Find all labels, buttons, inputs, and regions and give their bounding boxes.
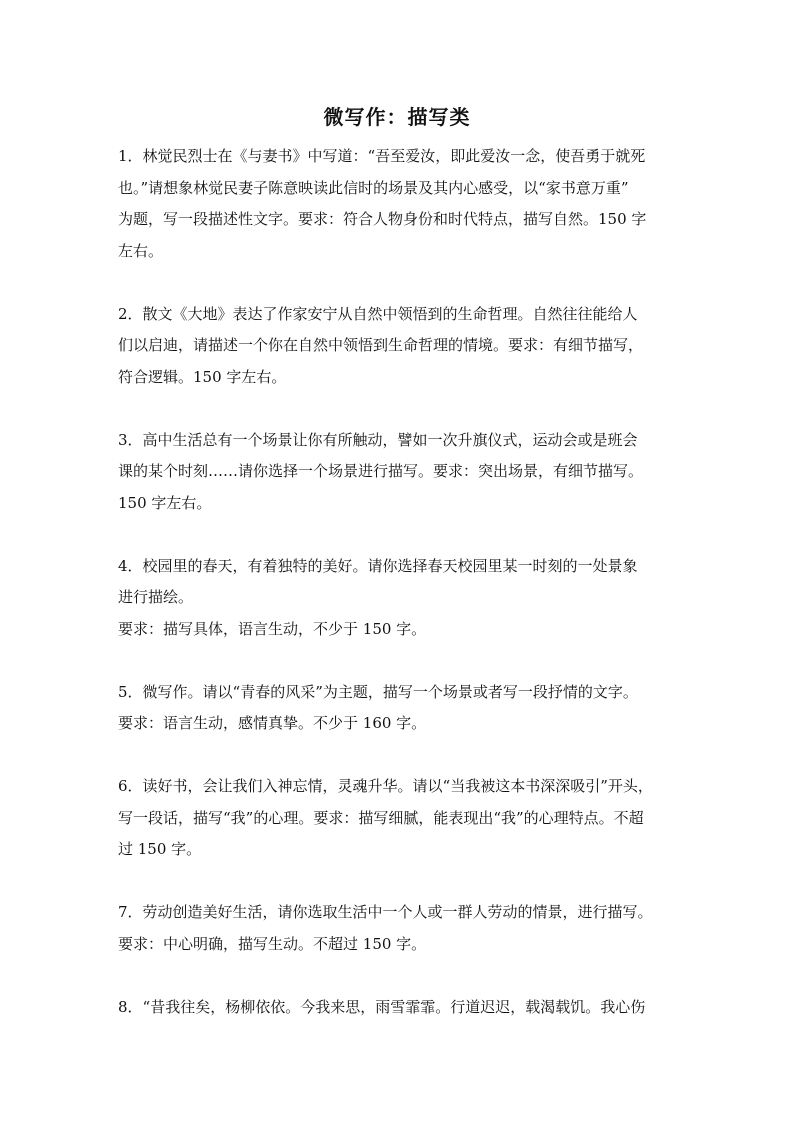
question-text-line: 课的某个时刻……请你选择一个场景进行描写。要求：突出场景，有细节描写。: [118, 462, 644, 480]
question-text-line: 150 字左右。: [118, 493, 212, 512]
question-text-line: 写一段话，描写“我”的心理。要求：描写细腻，能表现出“我”的心理特点。不超: [118, 808, 644, 827]
question-text-line: 要求：中心明确，描写生动。不超过 150 字。: [118, 934, 427, 953]
question-text-line: 过 150 字。: [118, 840, 202, 858]
question-text-line: 5．微写作。请以“青春的风采”为主题，描写一个场景或者写一段抒情的文字。: [118, 682, 638, 701]
question-item: [118, 677, 690, 740]
question-text-line: 左右。: [118, 241, 164, 260]
question-text-line: 4．校园里的春天，有着独特的美好。请你选择春天校园里某一时刻的一处景象: [118, 556, 638, 575]
question-list: [118, 141, 690, 1055]
question-text-line: 符合逻辑。150 字左右。: [118, 367, 287, 386]
question-text-line: 也。”请想象林觉民妻子陈意映读此信时的场景及其内心感受，以“家书意万重”: [118, 178, 629, 197]
question-text-line: 6．读好书，会让我们入神忘情，灵魂升华。请以“当我被这本书深深吸引”开头，: [118, 777, 653, 795]
question-text-line: 2．散文《大地》表达了作家安宁从自然中领悟到的生命哲理。自然往往能给人: [118, 304, 638, 323]
question-item: [118, 897, 690, 960]
question-item: [118, 551, 690, 646]
question-text-line: 3．高中生活总有一个场景让你有所触动，譬如一次升旗仪式，运动会或是班会: [118, 430, 638, 449]
question-item: [118, 299, 690, 394]
question-text-line: 要求：语言生动，感情真挚。不少于 160 字。: [118, 714, 427, 732]
question-item: [118, 425, 690, 520]
question-text-line: 8．“昔我往矣，杨柳依依。今我来思，雨雪霏霏。行道迟迟，载渴载饥。我心伤: [118, 997, 646, 1016]
question-item: [118, 992, 690, 1024]
question-item: [118, 141, 690, 267]
question-text-line: 7．劳动创造美好生活，请你选取生活中一个人或一群人劳动的情景，进行描写。: [118, 903, 653, 921]
question-text-line: 为题，写一段描述性文字。要求：符合人物身份和时代特点，描写自然。150 字: [118, 210, 647, 228]
page-title: 微写作：描写类: [323, 105, 471, 129]
question-text-line: 们以启迪，请描述一个你在自然中领悟到生命哲理的情境。要求：有细节描写，: [118, 336, 644, 354]
question-text-line: 进行描绘。: [118, 588, 194, 606]
question-item: [118, 771, 690, 866]
question-text-line: 1．林觉民烈士在《与妻书》中写道：“吾至爱汝，即此爱汝一念，使吾勇于就死: [118, 147, 646, 165]
question-text-line: 要求：描写具体，语言生动，不少于 150 字。: [118, 619, 427, 638]
